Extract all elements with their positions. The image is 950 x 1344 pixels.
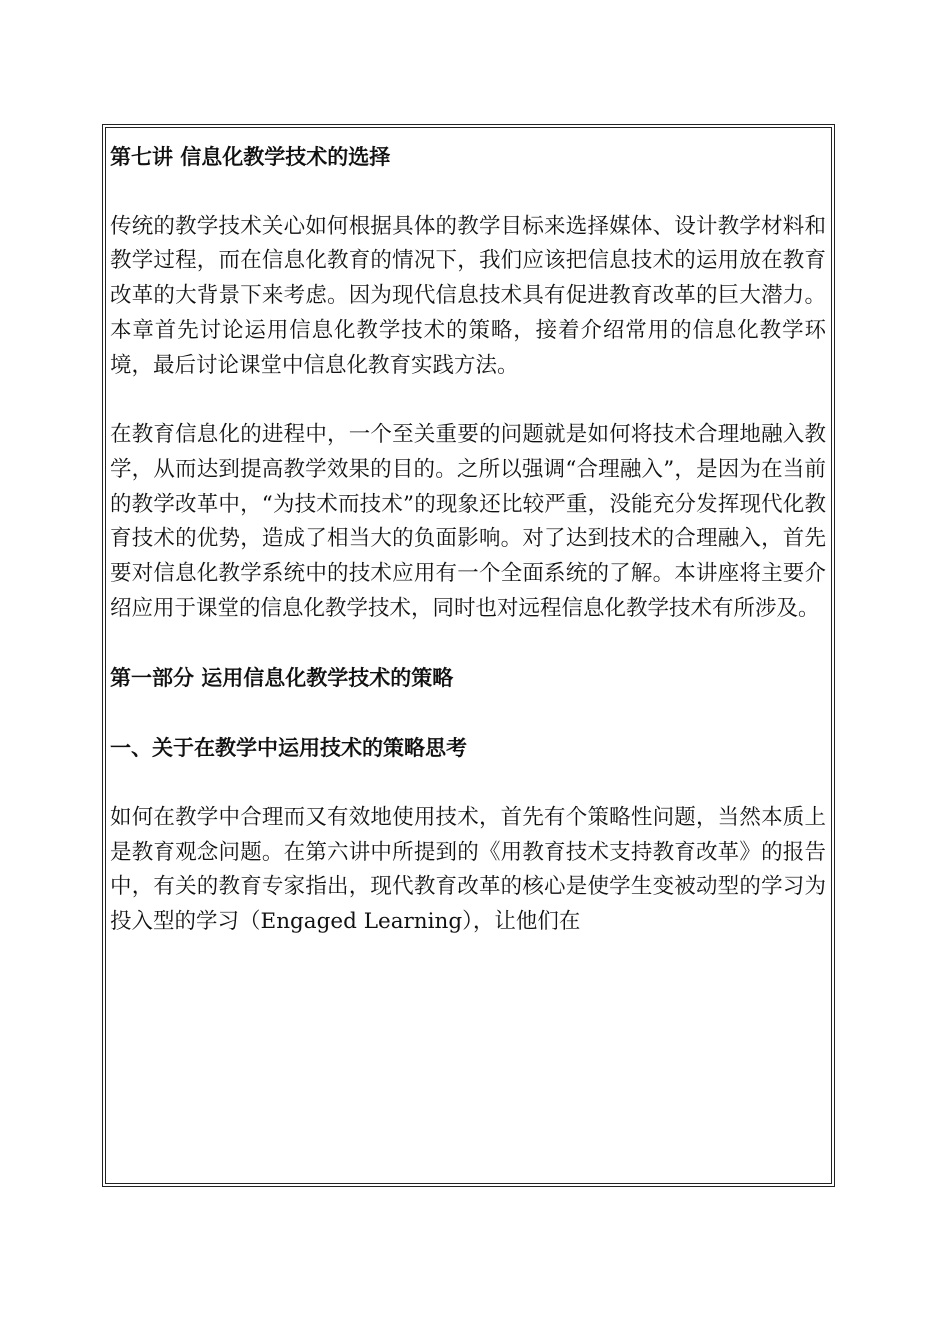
lecture-title: 第七讲 信息化教学技术的选择 [110,145,391,169]
document-content [110,140,826,940]
third-paragraph: 如何在教学中合理而又有效地使用技术，首先有个策略性问题，当然本质上是教育观念问题。在第六讲中所提到的《用教育技术支持教育改革》的报告中，有关的教育专家指出，现代教育改革的核心是使学生变被动型的学习为投入型的学习（Engaged Learning），让他们在 [110,804,826,934]
text-frame-outer-border [102,124,835,1187]
section-heading: 一、关于在教学中运用技术的策略思考 [110,736,467,761]
text-frame-inner-border [105,127,832,1184]
intro-paragraph: 传统的教学技术关心如何根据具体的教学目标来选择媒体、设计教学材料和教学过程，而在信息化教育的情况下，我们应该把信息技术的运用放在教育改革的大背景下来考虑。因为现代信息技术具有促进教育改革的巨大潜力。本章首先讨论运用信息化教学技术的策略，接着介绍常用的信息化教学环境，最后讨论课堂中信息化教育实践方法。 [110,213,826,378]
part-heading: 第一部分 运用信息化教学技术的策略 [110,666,454,691]
second-paragraph: 在教育信息化的进程中，一个至关重要的问题就是如何将技术合理地融入教学，从而达到提高教学效果的目的。之所以强调“合理融入”，是因为在当前的教学改革中，“为技术而技术”的现象还比较严重，没能充分发挥现代化教育技术的优势，造成了相当大的负面影响。对了达到技术的合理融入，首先要对信息化教学系统中的技术应用有一个全面系统的了解。本讲座将主要介绍应用于课堂的信息化教学技术，同时也对远程信息化教学技术有所涉及。 [110,422,826,621]
